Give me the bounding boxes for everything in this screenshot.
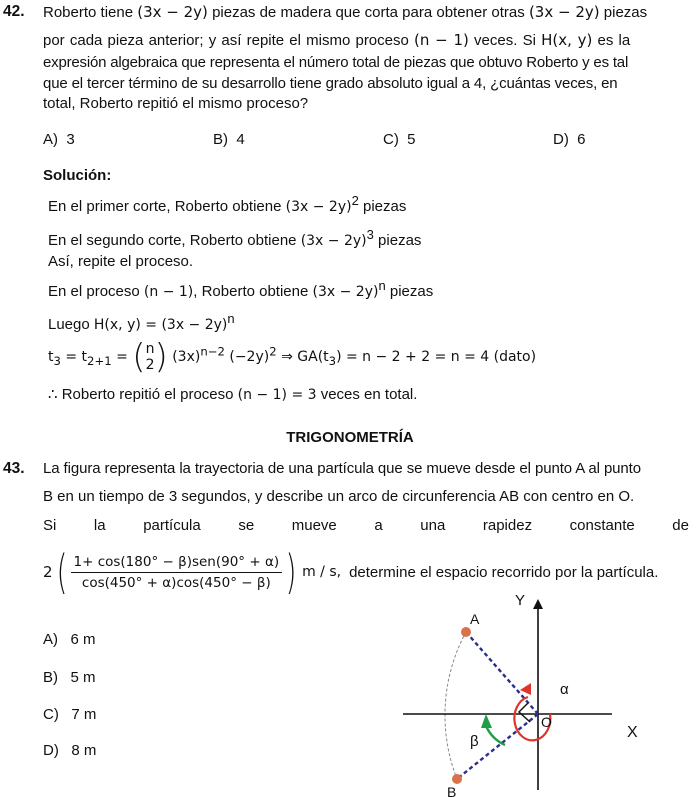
option-letter: A) [43, 631, 58, 648]
point-b [452, 774, 462, 784]
formula-units: m / s, [302, 564, 342, 580]
option-letter: C) [383, 131, 399, 148]
solution-exponent: n−2 [200, 344, 225, 359]
solution-math: (3x − 2y) [285, 199, 352, 215]
section-title: TRIGONOMETRÍA [286, 429, 414, 446]
solution-math: (−2y) [229, 349, 270, 365]
option-value: 8 m [71, 742, 97, 759]
solution-math: (t [317, 349, 329, 365]
q42-line-3: expresión algebraica que representa el número total de piezas que obtuvo Roberto y es tal [43, 54, 629, 71]
q42-expression: H(x, y) [541, 31, 593, 49]
solution-text: En el segundo corte, Roberto obtiene [48, 232, 297, 249]
option-value: 3 [66, 131, 75, 148]
option-letter: C) [43, 706, 59, 723]
alpha-arrow-head [520, 683, 531, 695]
solution-math: (n − 1) = 3 [237, 387, 317, 403]
solution-exponent: 3 [366, 227, 374, 242]
solution-math: (n − 1) [143, 284, 194, 300]
solution-text: veces en total. [320, 386, 418, 403]
formula-paren-left: ( [56, 545, 67, 599]
solution-exponent: 2 [269, 344, 277, 359]
binomial-bottom: 2 [145, 357, 155, 373]
q42-text: es la [597, 32, 631, 49]
q42-expression: (3x − 2y) [137, 3, 208, 21]
solution-subscript: 3 [328, 353, 337, 368]
solution-text: piezas [389, 283, 434, 300]
q43-word: la [93, 517, 106, 534]
solution-math: H(x, y) = (3x − 2y) [93, 317, 228, 333]
option-value: 5 [407, 131, 416, 148]
q43-word: constante [569, 517, 635, 534]
solution-math: ⇒ GA [281, 349, 318, 365]
q42-expression: (n − 1) [414, 31, 469, 49]
option-letter: D) [43, 742, 59, 759]
solution-subscript: 2+1 [87, 353, 112, 368]
q42-line-5: total, Roberto repitió el mismo proceso? [43, 95, 309, 112]
q43-word: partícula [143, 517, 201, 534]
q43-word: se [238, 517, 255, 534]
q42-text: Roberto tiene [43, 4, 134, 21]
solution-math: = t [65, 349, 88, 365]
circular-arc-ab [445, 632, 466, 779]
solution-math: ) = n − 2 + 2 = n = 4 (dato) [336, 349, 537, 365]
label-y-axis: Y [515, 592, 526, 609]
option-value: 7 m [71, 706, 97, 723]
q42-text: piezas de madera que corta para obtener otras [212, 4, 525, 21]
solution-text: En el primer corte, Roberto obtiene [48, 198, 282, 215]
solution-exponent: n [227, 311, 235, 326]
q42-text: piezas [603, 4, 648, 21]
q42-line-4: que el tercer término de su desarrollo tiene grado absoluto igual a 4, ¿cuántas veces, en [43, 75, 618, 92]
solution-exponent: 2 [351, 193, 359, 208]
q43-line-1: La figura representa la trayectoria de una partícula que se mueve desde el punto A al punto [43, 460, 641, 477]
solution-math: t [48, 349, 54, 365]
binomial-top: n [145, 341, 155, 357]
solution-text: piezas [378, 232, 422, 249]
q43-text: determine el espacio recorrido por la partícula. [349, 563, 659, 581]
beta-arrow-head [481, 714, 492, 728]
solution-text: piezas [362, 198, 407, 215]
q42-text: por cada pieza anterior; y así repite el mismo proceso [43, 32, 409, 49]
radius-oa [466, 632, 538, 714]
option-value: 6 m [70, 631, 96, 648]
question-number-42: 42. [3, 3, 25, 20]
question-number-43: 43. [3, 460, 25, 477]
option-value: 4 [236, 131, 245, 148]
q43-word: Si [43, 517, 57, 534]
binomial-paren-right: ) [154, 337, 168, 377]
solution-text: , Roberto obtiene [193, 283, 309, 300]
option-letter: A) [43, 131, 58, 148]
q43-line-2: B en un tiempo de 3 segundos, y describe un arco de circunferencia AB con centro en O. [43, 488, 635, 505]
solution-title: Solución: [43, 167, 112, 184]
solution-text: ∴ Roberto repitió el proceso [48, 386, 234, 403]
option-letter: D) [553, 131, 569, 148]
q43-word: una [420, 517, 446, 534]
formula-coefficient: 2 [43, 563, 53, 581]
formula-paren-right: ) [285, 545, 297, 599]
label-alpha: α [560, 681, 569, 698]
solution-math: (3x − 2y) [312, 284, 379, 300]
option-value: 6 [577, 131, 586, 148]
q43-word: a [374, 517, 383, 534]
label-x-axis: X [627, 724, 638, 741]
q42-expression: (3x − 2y) [528, 3, 600, 21]
solution-subscript: 3 [53, 353, 61, 368]
option-letter: B) [43, 669, 58, 686]
point-a [461, 627, 471, 637]
binomial-paren-left: ( [132, 337, 146, 377]
q43-word: mueve [291, 517, 337, 534]
label-beta: β [470, 733, 479, 750]
solution-step-3: Así, repite el proceso. [48, 253, 194, 270]
solution-text: Luego [48, 316, 90, 333]
solution-text: En el proceso [48, 283, 140, 300]
formula-denominator: cos(450° + α)cos(450° − β) [81, 574, 271, 591]
q42-text: veces. Si [474, 32, 536, 49]
label-point-b: B [447, 784, 457, 797]
formula-numerator: 1+ cos(180° − β)sen(90° + α) [71, 554, 283, 573]
solution-exponent: n [378, 278, 386, 293]
solution-math: (3x) [172, 349, 201, 365]
option-value: 5 m [70, 669, 96, 686]
label-origin: O [541, 714, 552, 730]
label-point-a: A [470, 611, 480, 627]
right-angle-marker [519, 703, 530, 722]
solution-math: (3x − 2y) [300, 233, 367, 249]
option-letter: B) [213, 131, 228, 148]
q43-word: rapidez [482, 517, 533, 534]
q43-word: de [672, 517, 689, 534]
solution-math: = [116, 349, 128, 365]
